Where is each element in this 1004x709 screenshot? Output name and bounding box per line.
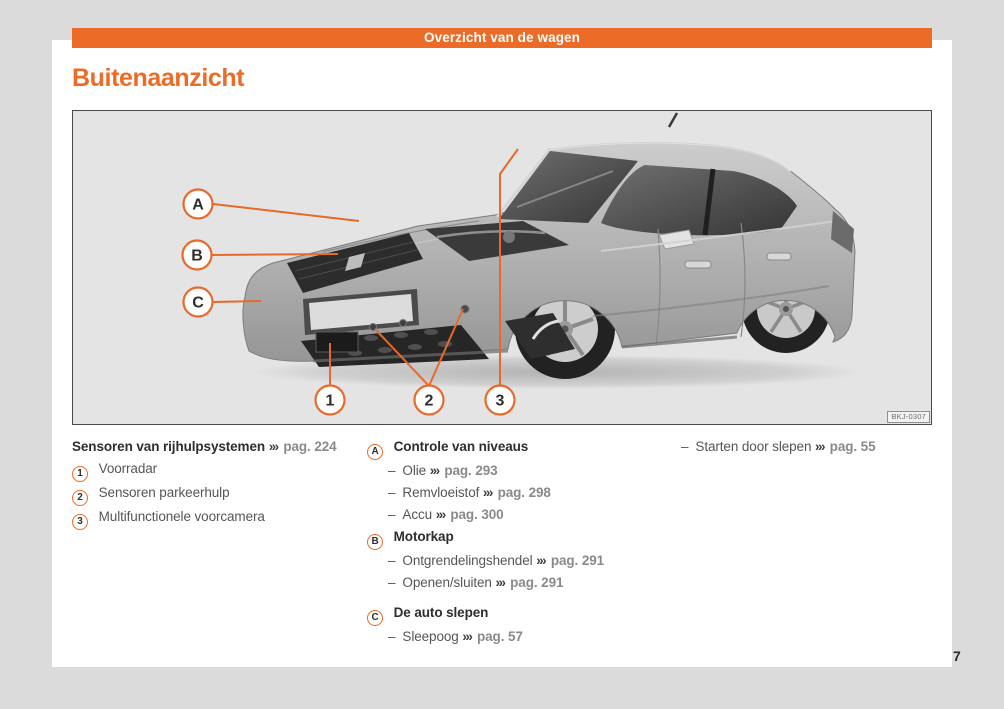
legend-item — [367, 504, 667, 526]
item-label: Olie — [402, 463, 427, 478]
legend-item — [72, 482, 364, 506]
page-ref: pag. 224 — [283, 439, 337, 454]
chapter-header-bar — [72, 28, 932, 48]
legend-item — [367, 460, 667, 482]
callout-2-label: 2 — [424, 392, 434, 410]
legend-middle-column — [367, 436, 667, 648]
door-handle-front — [685, 261, 711, 268]
dash: – — [388, 575, 396, 590]
callout-1-label: 1 — [325, 392, 335, 410]
group-title: De auto slepen — [393, 605, 489, 620]
dash: – — [388, 485, 396, 500]
callout-b-label: B — [191, 247, 203, 265]
ref-arrow-icon: ››› — [495, 575, 505, 590]
ref-arrow-icon: ››› — [462, 629, 472, 644]
item-label: Voorradar — [98, 461, 158, 476]
front-radar — [316, 332, 358, 352]
legend-item — [367, 626, 667, 648]
legend-heading — [72, 436, 364, 458]
item-label: Starten door slepen — [695, 439, 812, 454]
page-ref: pag. 55 — [829, 439, 876, 454]
callout-a-label: A — [192, 196, 204, 214]
ref-arrow-icon: ››› — [268, 439, 278, 454]
item-label: Sensoren parkeerhulp — [98, 485, 230, 500]
legend-item — [367, 482, 667, 504]
dash: – — [388, 463, 396, 478]
legend-heading-text: Sensoren van rijhulpsystemen — [72, 439, 266, 454]
dash: – — [388, 629, 396, 644]
legend-item — [72, 506, 364, 530]
legend-item — [72, 458, 364, 482]
item-label: Accu — [402, 507, 433, 522]
item-label: Remvloeistof — [402, 485, 480, 500]
callout-c-label: C — [192, 294, 204, 312]
item-marker-1: 1 — [72, 466, 88, 482]
dash: – — [681, 439, 689, 454]
door-handle-rear — [767, 253, 791, 260]
ref-arrow-icon: ››› — [536, 553, 546, 568]
car-illustration — [73, 111, 931, 424]
antenna — [669, 113, 677, 127]
parking-sensor — [400, 320, 407, 327]
car-figure — [72, 110, 932, 425]
headlight-lens — [503, 231, 515, 243]
item-label: Multifunctionele voorcamera — [98, 509, 265, 524]
ref-arrow-icon: ››› — [482, 485, 492, 500]
legend-item — [367, 550, 667, 572]
group-header — [367, 436, 667, 460]
dash: – — [388, 553, 396, 568]
page-ref: pag. 291 — [550, 553, 605, 568]
group-header — [367, 602, 667, 626]
ref-arrow-icon: ››› — [429, 463, 439, 478]
legend-left-column — [72, 436, 364, 530]
dash: – — [388, 507, 396, 522]
item-label: Openen/sluiten — [402, 575, 492, 590]
legend-item — [681, 436, 951, 458]
page-ref: pag. 293 — [444, 463, 498, 478]
chapter-title: Overzicht van de wagen — [424, 30, 580, 45]
item-label: Ontgrendelingshendel — [402, 553, 533, 568]
ref-arrow-icon: ››› — [815, 439, 825, 454]
page-number: 7 — [953, 648, 961, 664]
item-marker-2: 2 — [72, 490, 88, 506]
legend-right-column — [681, 436, 951, 458]
page-ref: pag. 300 — [450, 507, 504, 522]
group-marker-a: A — [367, 444, 383, 460]
item-label: Sleepoog — [402, 629, 459, 644]
ref-arrow-icon: ››› — [435, 507, 445, 522]
figure-code: BKJ-0307 — [887, 411, 930, 423]
legend-group-c — [367, 602, 667, 648]
group-title: Controle van niveaus — [393, 439, 529, 454]
page-title: Buitenaanzicht — [72, 64, 245, 92]
page-ref: pag. 57 — [477, 629, 523, 644]
page-ref: pag. 291 — [510, 575, 564, 590]
legend-group-a — [367, 436, 667, 526]
page-ref: pag. 298 — [497, 485, 551, 500]
item-marker-3: 3 — [72, 514, 88, 530]
callout-3-label: 3 — [495, 392, 505, 410]
group-marker-b: B — [367, 534, 383, 550]
legend-item — [367, 572, 667, 594]
legend-group-b — [367, 526, 667, 594]
group-title: Motorkap — [393, 529, 454, 544]
group-header — [367, 526, 667, 550]
group-marker-c: C — [367, 610, 383, 626]
